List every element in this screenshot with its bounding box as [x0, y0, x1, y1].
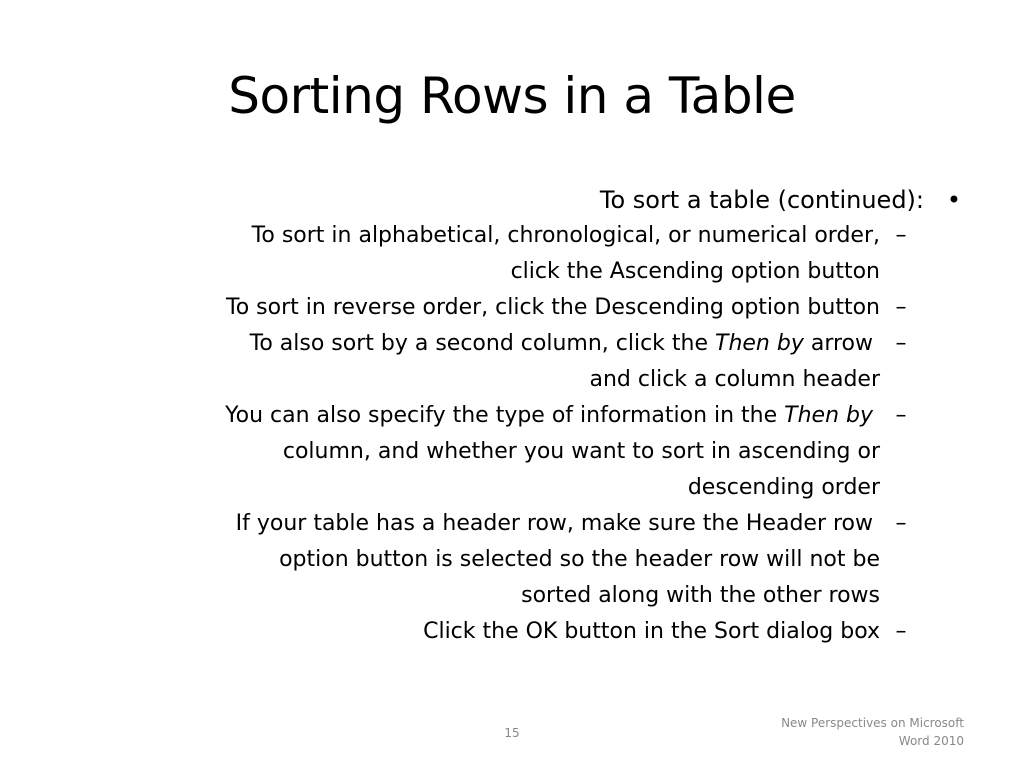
level2-item [40, 218, 980, 290]
item-line: click the Ascending option button [510, 259, 880, 284]
item-emphasis: Then by [715, 331, 804, 356]
bullet-icon: • [946, 186, 962, 214]
level2-item [40, 326, 980, 398]
level2-item [40, 614, 980, 650]
slide-number: 15 [504, 726, 520, 740]
item-text: arrow [810, 331, 873, 356]
item-text: If your table has a header row, make sure the Header row [235, 511, 873, 536]
item-line [40, 398, 880, 434]
level1-text: To sort a table (continued): [599, 186, 924, 214]
item-line: To sort in alphabetical, chronological, or numerical order, [251, 223, 880, 248]
dash-icon: – [895, 331, 907, 356]
item-emphasis: Then by [784, 403, 873, 428]
slide-title: Sorting Rows in a Table [228, 67, 796, 125]
item-line: and click a column header [589, 367, 880, 392]
footer-line: Word 2010 [898, 734, 964, 748]
item-text: You can also specify the type of information in the [225, 403, 785, 428]
level2-item [40, 290, 980, 326]
item-line [40, 506, 880, 542]
level2-item [40, 506, 980, 614]
dash-icon: – [895, 223, 907, 248]
slide-content [40, 182, 980, 650]
dash-icon: – [895, 619, 907, 644]
dash-icon: – [895, 295, 907, 320]
level2-item [40, 398, 980, 506]
dash-icon: – [895, 403, 907, 428]
item-line: column, and whether you want to sort in ascending or [282, 439, 880, 464]
item-line: Click the OK button in the Sort dialog box [423, 619, 880, 644]
item-line [40, 326, 880, 362]
footer-text [704, 714, 964, 750]
dash-icon: – [895, 511, 907, 536]
item-line: sorted along with the other rows [521, 583, 880, 608]
item-text: To also sort by a second column, click the [249, 331, 715, 356]
item-line: descending order [687, 475, 880, 500]
level1-bullet [40, 182, 980, 218]
item-line: option button is selected so the header row will not be [279, 547, 880, 572]
footer-line: New Perspectives on Microsoft [781, 716, 964, 730]
item-line: To sort in reverse order, click the Descending option button [226, 295, 880, 320]
